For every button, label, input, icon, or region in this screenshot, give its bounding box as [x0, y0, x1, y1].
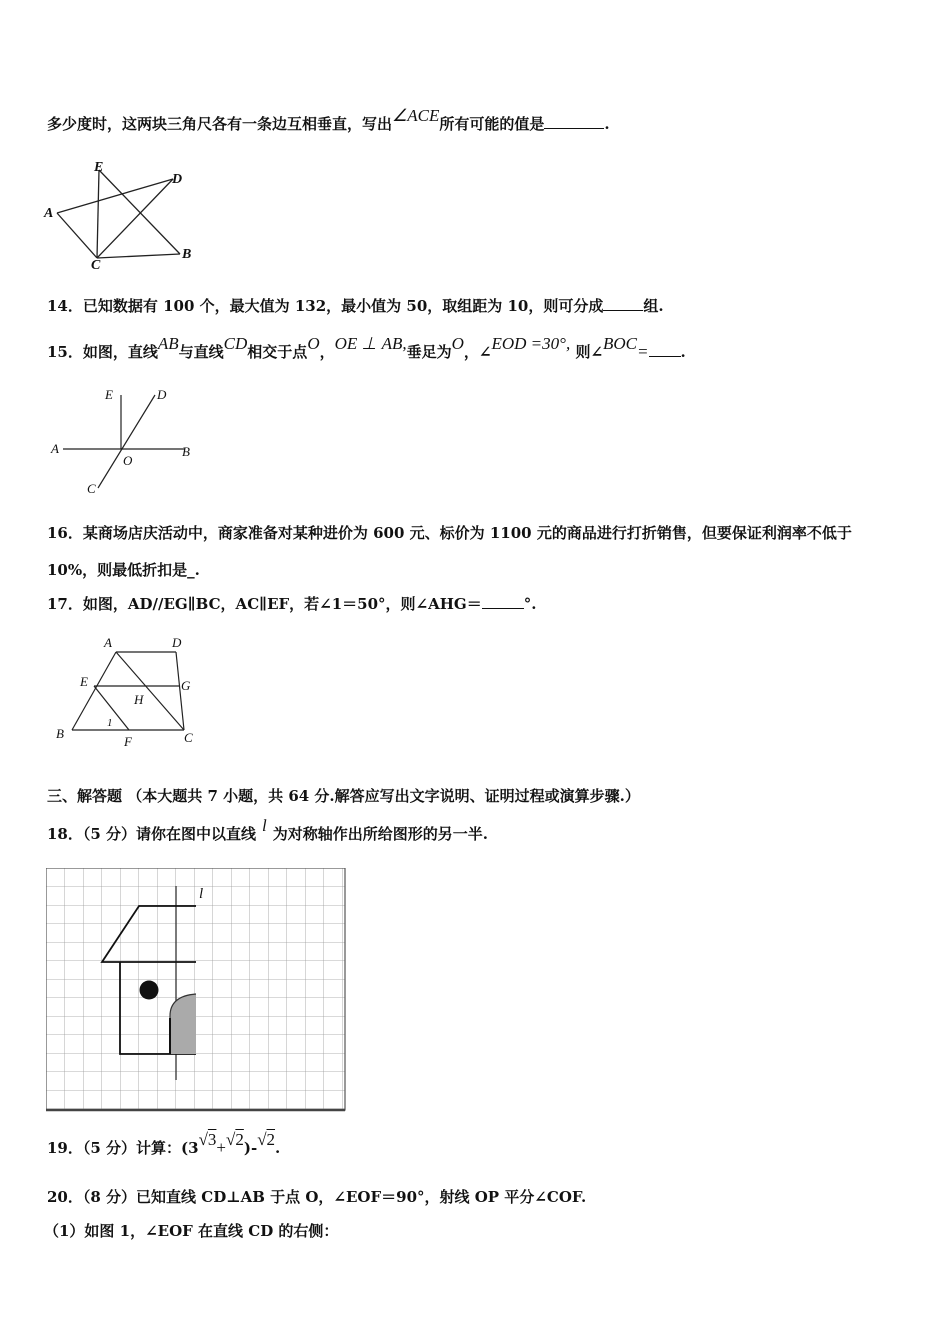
- q17-trapezoid-figure: [48, 630, 208, 752]
- label-f: F: [124, 734, 132, 749]
- label-b: B: [182, 444, 190, 459]
- seg-ad: [57, 179, 173, 213]
- label-e: E: [80, 674, 88, 689]
- grid-background: [46, 868, 345, 1110]
- answer-blank: [603, 310, 643, 311]
- q14-text: 14．已知数据有 100 个，最大值为 132，最小值为 50，取组距为 10，则可分成 组.: [47, 297, 664, 315]
- label-angle-1: 1: [107, 717, 113, 729]
- angle-ace: ∠ACE: [392, 106, 440, 125]
- label-d: D: [157, 387, 167, 402]
- label-d: D: [172, 635, 182, 650]
- q13-text: 多少度时，这两块三角尺各有一条边互相垂直，写出∠ACE所有可能的值是 .: [47, 106, 610, 133]
- label-b: B: [56, 726, 64, 741]
- label-e: E: [105, 387, 113, 402]
- label-d: D: [172, 172, 183, 187]
- q15-lines-figure: [45, 385, 205, 497]
- label-a: A: [104, 635, 112, 650]
- answer-blank: [544, 128, 604, 129]
- seg-ac: [116, 652, 184, 730]
- seg-cb: [97, 254, 180, 258]
- q15-text: 15．如图，直线AB与直线CD相交于点O，OE ⊥ AB,垂足为O，∠EOD =30°, 则∠BOC= .: [47, 334, 686, 361]
- label-c: C: [91, 258, 101, 270]
- answer-blank: [482, 608, 524, 609]
- q18-grid-figure: [46, 868, 348, 1113]
- seg-ce: [97, 170, 99, 258]
- line-cd: [98, 395, 155, 488]
- label-a: A: [44, 206, 54, 221]
- seg-eb: [99, 170, 183, 254]
- q20-line1: 20．（8 分）已知直线 CD⊥AB 于点 O，∠EOF＝90°，射线 OP 平分∠COF.: [47, 1188, 587, 1206]
- q20-line2: （1）如图 1，∠EOF 在直线 CD 的右侧：: [44, 1222, 339, 1240]
- label-c: C: [87, 481, 96, 496]
- label-l: l: [199, 886, 204, 902]
- q19-text: 19．（5 分）计算：(3√3+√2)-√2.: [47, 1130, 281, 1157]
- label-b: B: [182, 247, 192, 262]
- label-a: A: [51, 441, 59, 456]
- section3-title: 三、解答题 （本大题共 7 小题，共 64 分.解答应写出文字说明、证明过程或演算步骤.）: [47, 787, 640, 805]
- answer-blank: [649, 356, 681, 357]
- window-dot: [140, 981, 159, 1000]
- label-c: C: [184, 730, 193, 745]
- q16-line1: 16．某商场店庆活动中，商家准备对某种进价为 600 元、标价为 1100 元的商品进行打折销售，但要保证利润率不低于: [47, 524, 852, 542]
- label-h: H: [134, 692, 144, 707]
- q13-triangle-figure: [40, 155, 210, 270]
- label-g: G: [181, 678, 191, 693]
- label-e: E: [94, 160, 104, 175]
- seg-cd: [97, 179, 173, 258]
- q16-line2: 10%，则最低折扣是_.: [47, 561, 200, 579]
- label-o: O: [123, 453, 133, 468]
- q17-text: 17．如图，AD//EG∥BC，AC∥EF，若∠1＝50°，则∠AHG＝ °.: [47, 595, 537, 613]
- q18-text: 18．（5 分）请你在图中以直线 l 为对称轴作出所给图形的另一半.: [47, 816, 489, 843]
- seg-ac: [57, 213, 97, 258]
